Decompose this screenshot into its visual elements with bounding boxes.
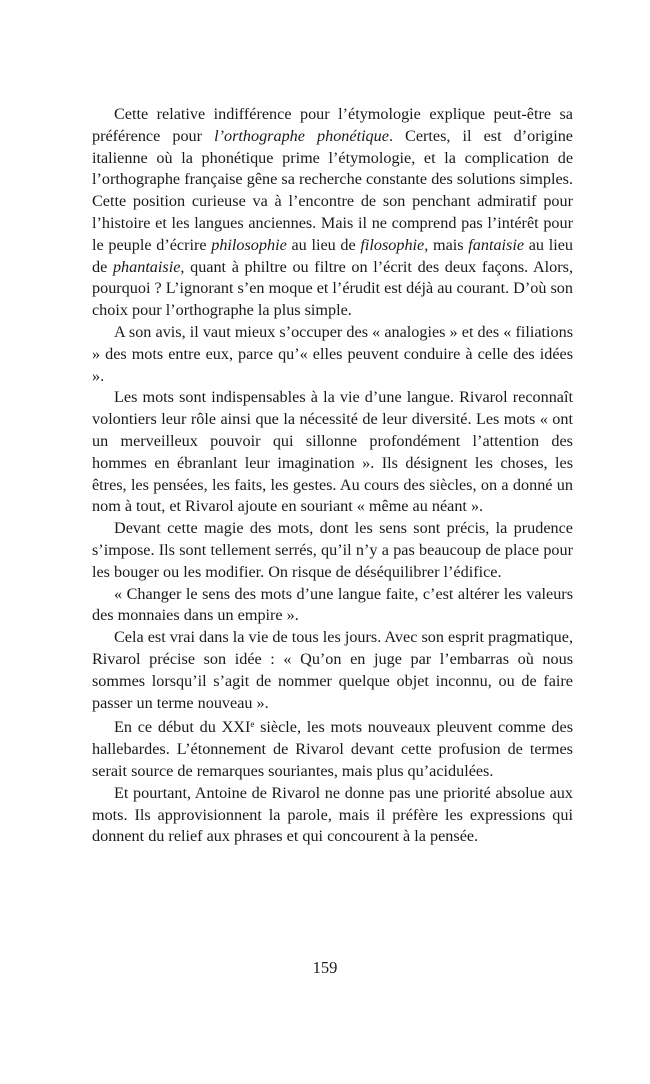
paragraph: Cette relative indifférence pour l’étymologie explique peut-être sa préférence pour l’orthographe phonétique. Certes, il est d’origine italienne où la phonétique prime l’étymologie, et la complication de l’orthographe française gêne sa recherche constante des solutions simples. Cette position curieuse va à l’encontre de son penchant admiratif pour l’histoire et les langues anciennes. Mais il ne comprend pas l’intérêt pour le peuple d’écrire philosophie au lieu de filosophie, mais fantaisie au lieu de phantaisie, quant à philtre ou filtre on l’écrit des deux façons. Alors, pourquoi ? L’ignorant s’en moque et l’érudit est déjà au courant. D’où son choix pour l’orthographe la plus simple. — [92, 105, 573, 320]
page-body — [92, 104, 573, 848]
paragraph: A son avis, il vaut mieux s’occuper des « analogies » et des « filiations » des mots entre eux, parce qu’« elles peuvent conduire à celle des idées ». — [92, 322, 573, 385]
paragraph: « Changer le sens des mots d’une langue faite, c’est altérer les valeurs des monnaies dans un empire ». — [92, 584, 573, 625]
paragraph: Cela est vrai dans la vie de tous les jours. Avec son esprit pragmatique, Rivarol précise son idée : « Qu’on en juge par l’embarras où nous sommes lorsqu’il s’agit de nommer quelque objet inconnu, ou de faire passer un terme nouveau ». — [92, 628, 573, 712]
superscript: e — [250, 719, 255, 730]
italic-term: philosophie — [211, 235, 287, 254]
italic-term: phantaisie — [112, 257, 181, 276]
paragraph: Et pourtant, Antoine de Rivarol ne donne pas une priorité absolue aux mots. Ils approvisionnent la parole, mais il préfère les expressions qui donnent du relief aux phrases et qui concourent à la pensée. — [92, 783, 573, 846]
page-number: 159 — [312, 958, 338, 977]
paragraph: En ce début du XXIe siècle, les mots nouveaux pleuvent comme des hallebardes. L’étonnement de Rivarol devant cette profusion de termes serait source de remarques souriantes, mais plus qu’acidulées. — [92, 718, 573, 780]
italic-term: filosophie — [360, 235, 425, 254]
paragraph: Devant cette magie des mots, dont les sens sont précis, la prudence s’impose. Ils sont tellement serrés, qu’il n’y a pas beaucoup de place pour les bouger ou les modifier. On risque de déséquilibrer l’édifice. — [92, 519, 573, 581]
italic-term: fantaisie — [468, 235, 525, 254]
italic-term: l’orthographe phonétique — [214, 126, 389, 145]
paragraph: Les mots sont indispensables à la vie d’une langue. Rivarol reconnaît volontiers leur rôle ainsi que la nécessité de leur diversité. Les mots « ont un merveilleux pouvoir qui sillonne profondément l’attention des hommes en ébranlant leur imagination ». Ils désignent les choses, les êtres, les pensées, les faits, les gestes. Au cours des siècles, on a donné un nom à tout, et Rivarol ajoute en souriant « même au néant ». — [92, 388, 573, 516]
